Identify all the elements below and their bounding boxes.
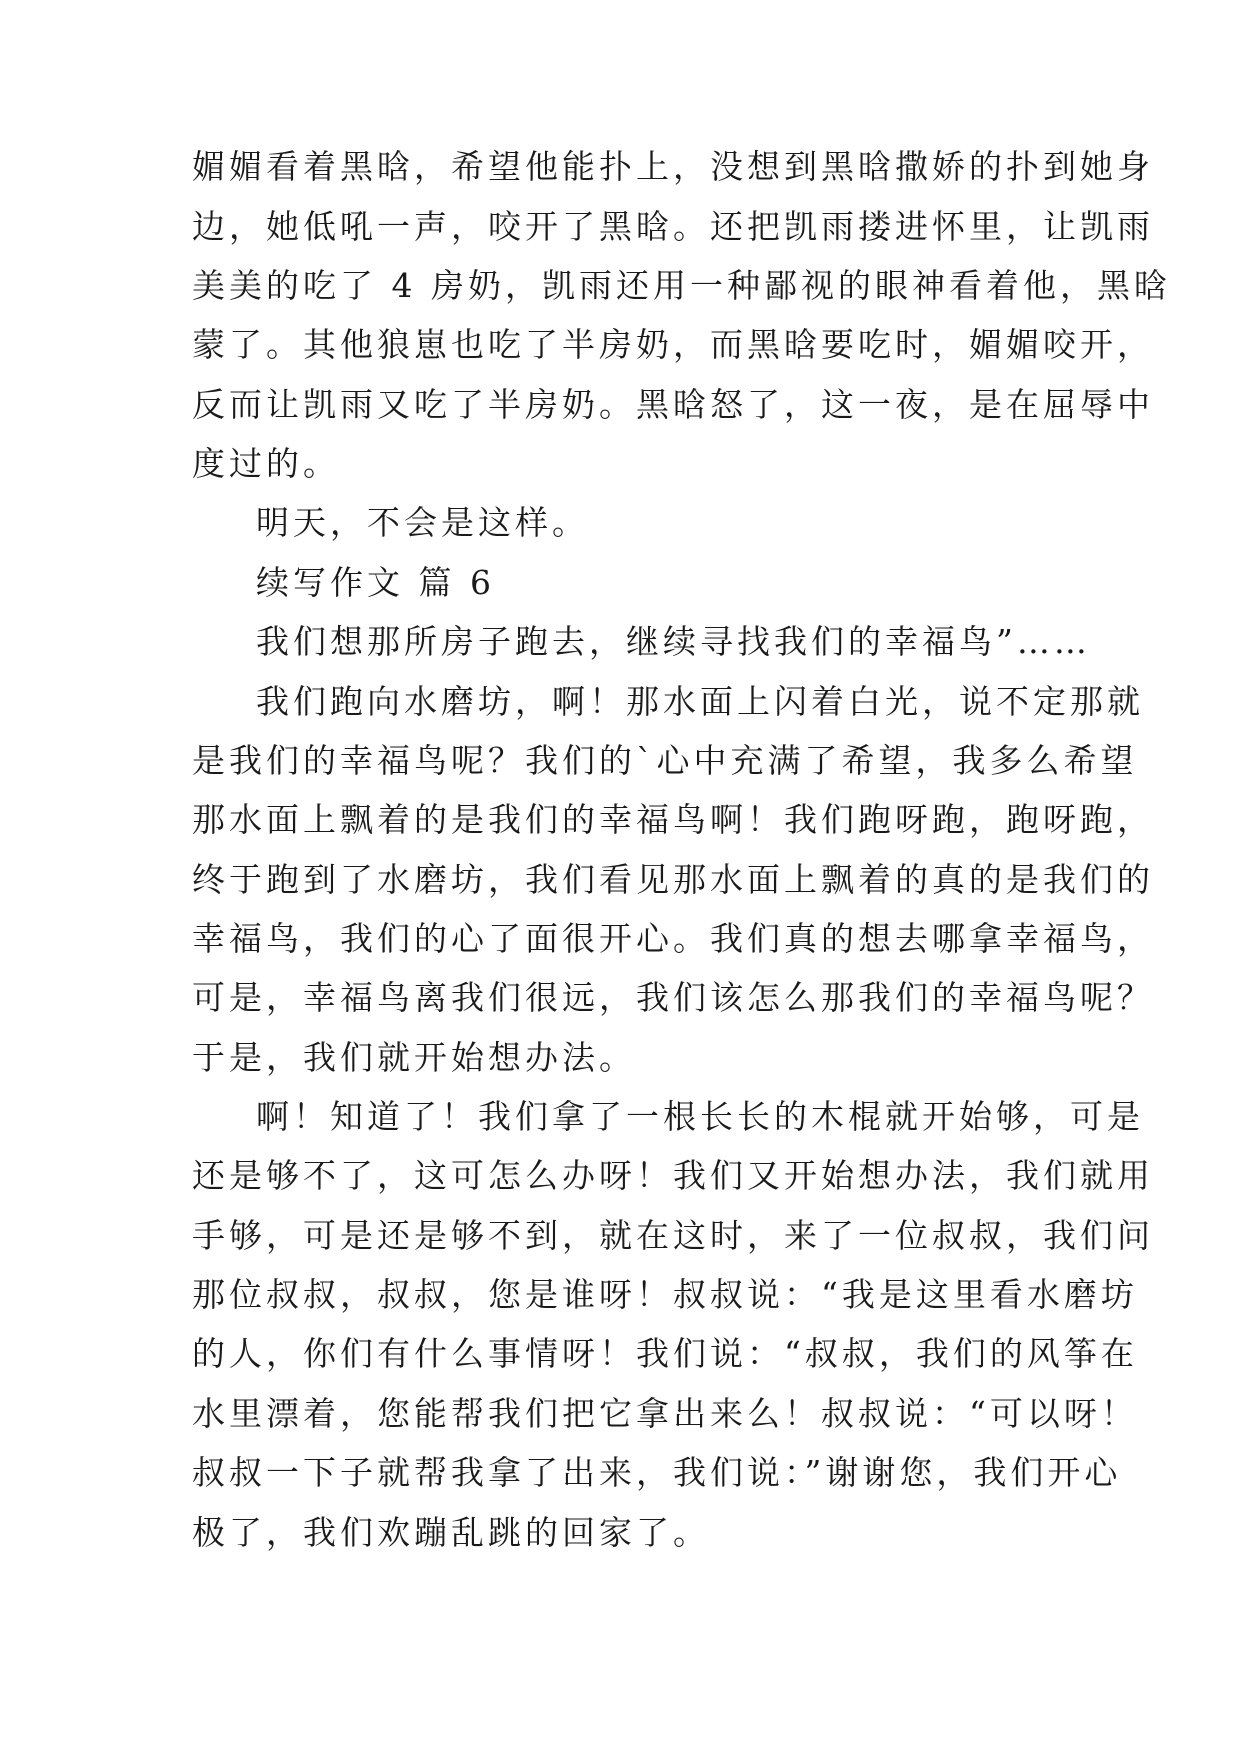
text-line-1: 媚媚看着黑晗，希望他能扑上，没想到黑晗撒娇的扑到她身 <box>192 147 1154 186</box>
text-line-22: 水里漂着，您能帮我们把它拿出来么！叔叔说：“可以呀！ <box>192 1394 1138 1433</box>
text-line-17: 啊！知道了！我们拿了一根长长的木棍就开始够，可是 <box>256 1097 1144 1136</box>
text-line-3: 美美的吃了 4 房奶，凯雨还用一种鄙视的眼神看着他，黑晗 <box>192 266 1171 305</box>
text-line-11: 是我们的幸福鸟呢？我们的`心中充满了希望，我多么希望 <box>192 741 1138 780</box>
text-line-13: 终于跑到了水磨坊，我们看见那水面上飘着的真的是我们的 <box>192 860 1154 899</box>
text-line-19: 手够，可是还是够不到，就在这时，来了一位叔叔，我们问 <box>192 1216 1154 1255</box>
text-line-20: 那位叔叔，叔叔，您是谁呀！叔叔说：“我是这里看水磨坊 <box>192 1275 1138 1314</box>
text-line-16: 于是，我们就开始想办法。 <box>192 1038 636 1077</box>
text-line-5: 反而让凯雨又吃了半房奶。黑晗怒了，这一夜，是在屈辱中 <box>192 385 1154 424</box>
text-line-21: 的人，你们有什么事情呀！我们说：“叔叔，我们的风筝在 <box>192 1334 1138 1373</box>
section-heading: 续写作文 篇 6 <box>256 563 495 602</box>
text-line-15: 可是，幸福鸟离我们很远，我们该怎么那我们的幸福鸟呢？ <box>192 978 1154 1017</box>
text-line-4: 蒙了。其他狼崽也吃了半房奶，而黑晗要吃时，媚媚咬开， <box>192 325 1154 364</box>
text-line-23: 叔叔一下子就帮我拿了出来，我们说：”谢谢您，我们开心 <box>192 1453 1122 1492</box>
text-line-6: 度过的。 <box>192 444 340 483</box>
text-line-18: 还是够不了，这可怎么办呀！我们又开始想办法，我们就用 <box>192 1156 1154 1195</box>
text-line-12: 那水面上飘着的是我们的幸福鸟啊！我们跑呀跑，跑呀跑， <box>192 800 1154 839</box>
text-line-7: 明天，不会是这样。 <box>256 503 589 542</box>
text-line-9: 我们想那所房子跑去，继续寻找我们的幸福鸟”…… <box>256 622 1091 661</box>
text-line-14: 幸福鸟，我们的心了面很开心。我们真的想去哪拿幸福鸟， <box>192 919 1154 958</box>
text-line-10: 我们跑向水磨坊，啊！那水面上闪着白光，说不定那就 <box>256 682 1144 721</box>
text-line-24: 极了，我们欢蹦乱跳的回家了。 <box>192 1513 710 1552</box>
text-line-2: 边，她低吼一声，咬开了黑晗。还把凯雨搂进怀里，让凯雨 <box>192 207 1154 246</box>
